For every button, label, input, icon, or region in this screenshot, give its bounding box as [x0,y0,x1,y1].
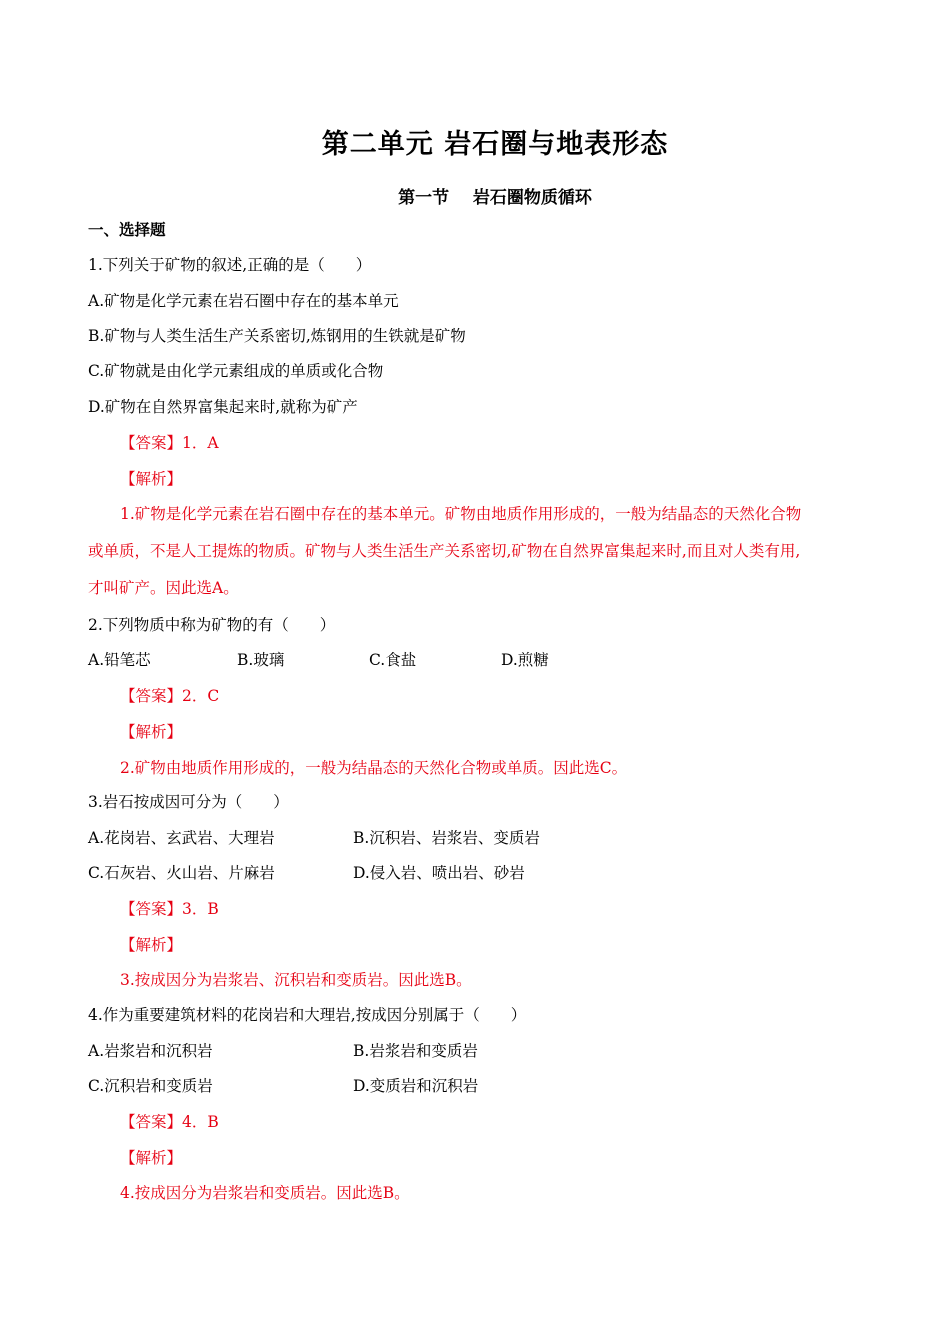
q1-option-a: A.矿物是化学元素在岩石圈中存在的基本单元 [88,292,399,310]
q4-analysis-line-1: 4.按成因分为岩浆岩和变质岩。因此选B。 [120,1184,410,1202]
q4-option-a: A.岩浆岩和沉积岩 [88,1042,213,1060]
q2-option-b: B.玻璃 [237,651,285,669]
q1-stem: 1.下列关于矿物的叙述,正确的是（ ） [88,256,372,274]
q1-analysis-line-1: 1.矿物是化学元素在岩石圈中存在的基本单元。矿物由地质作用形成的，一般为结晶态的天然化合物 [120,505,802,523]
part-heading: 一、选择题 [88,220,166,239]
q3-analysis-label: 【解析】 [120,936,183,954]
q4-stem: 4.作为重要建筑材料的花岗岩和大理岩,按成因分别属于（ ） [88,1006,527,1024]
q1-analysis-label: 【解析】 [120,470,183,488]
q4-option-b: B.岩浆岩和变质岩 [353,1042,478,1060]
q3-stem: 3.岩石按成因可分为（ ） [88,793,289,811]
q2-analysis-line-1: 2.矿物由地质作用形成的，一般为结晶态的天然化合物或单质。因此选C。 [120,759,628,777]
q2-option-d: D.煎糖 [501,651,549,669]
unit-title: 第二单元 岩石圈与地表形态 [321,129,669,160]
q3-option-a: A.花岗岩、玄武岩、大理岩 [88,829,275,847]
q2-option-c: C.食盐 [369,651,417,669]
q3-option-b: B.沉积岩、岩浆岩、变质岩 [353,829,540,847]
q1-option-c: C.矿物就是由化学元素组成的单质或化合物 [88,362,384,380]
q2-analysis-label: 【解析】 [120,723,183,741]
q2-option-a: A.铅笔芯 [88,651,151,669]
q3-option-c: C.石灰岩、火山岩、片麻岩 [88,864,275,882]
q4-option-c: C.沉积岩和变质岩 [88,1077,213,1095]
q3-analysis-line-1: 3.按成因分为岩浆岩、沉积岩和变质岩。因此选B。 [120,971,472,989]
q1-analysis-line-3: 才叫矿产。因此选A。 [88,579,239,597]
q3-answer: 【答案】3．B [120,900,219,918]
q1-answer: 【答案】1．A [120,434,219,452]
q2-answer: 【答案】2．C [120,687,220,705]
q1-option-b: B.矿物与人类生活生产关系密切,炼钢用的生铁就是矿物 [88,327,466,345]
q1-option-d: D.矿物在自然界富集起来时,就称为矿产 [88,398,358,416]
q4-option-d: D.变质岩和沉积岩 [353,1077,479,1095]
q4-answer: 【答案】4．B [120,1113,219,1131]
q2-stem: 2.下列物质中称为矿物的有（ ） [88,616,336,634]
q4-analysis-label: 【解析】 [120,1149,183,1167]
q3-option-d: D.侵入岩、喷出岩、砂岩 [353,864,525,882]
section-title: 第一节 岩石圈物质循环 [398,188,592,208]
q1-analysis-line-2: 或单质，不是人工提炼的物质。矿物与人类生活生产关系密切,矿物在自然界富集起来时,而且对人类有用, [88,542,801,560]
